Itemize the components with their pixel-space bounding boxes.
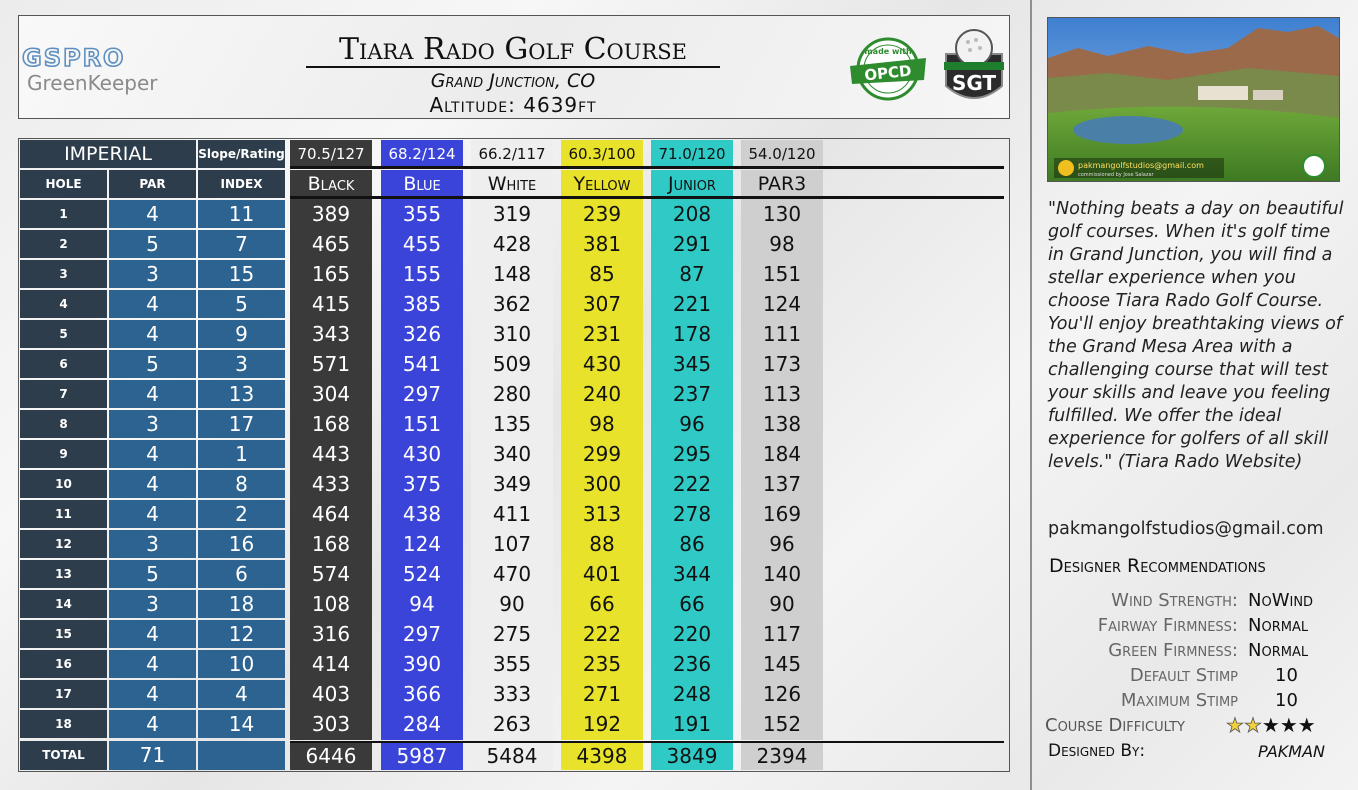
yardage-black: 415	[311, 292, 351, 316]
designer-name: PAKMAN	[1258, 742, 1326, 761]
yardage-par3: 117	[762, 622, 802, 646]
hole-number: 14	[20, 590, 107, 618]
tee-total-junior: 3849	[651, 743, 733, 770]
hole-number: 3	[20, 260, 107, 288]
yardage-black: 389	[311, 202, 351, 226]
yardage-par3: 96	[769, 532, 795, 556]
recommendation-label: Default Stimp	[1129, 665, 1238, 686]
tee-rating-black: 70.5/127	[290, 140, 372, 168]
yardage-black: 343	[311, 322, 351, 346]
yardage-blue: 390	[402, 652, 442, 676]
hole-index: 16	[198, 530, 285, 558]
course-title: Tiara Rado Golf Course	[306, 34, 720, 68]
header-rule-bottom	[290, 196, 1004, 199]
recommendation-label: Maximum Stimp	[1120, 690, 1238, 711]
yardage-yellow: 430	[582, 352, 622, 376]
yardage-blue: 366	[402, 682, 442, 706]
yardage-yellow: 240	[582, 382, 622, 406]
yardage-white: 319	[492, 202, 532, 226]
yardage-junior: 291	[672, 232, 712, 256]
tee-rating-par3: 54.0/120	[741, 140, 823, 168]
hole-number: 6	[20, 350, 107, 378]
yardage-par3: 140	[762, 562, 802, 586]
hole-index: 6	[198, 560, 285, 588]
yardage-black: 574	[311, 562, 351, 586]
hole-number: 8	[20, 410, 107, 438]
yardage-white: 90	[499, 592, 525, 616]
hole-number: 11	[20, 500, 107, 528]
hole-par: 5	[109, 560, 196, 588]
yardage-black: 165	[311, 262, 351, 286]
yardage-junior: 208	[672, 202, 712, 226]
yardage-white: 148	[492, 262, 532, 286]
hole-index: 7	[198, 230, 285, 258]
course-description: "Nothing beats a day on beautiful golf courses. When it's golf time in Grand Junction, you will find a stellar experience when you choose Tiara Rado Golf Course. You'll enjoy breathtaking views of the Grand Mesa Area with a challenging course that will test your skills and leave you feeling fulfilled. We offer the ideal experience for golfers of all skill levels." (Tiara Rado Website)	[1048, 199, 1344, 472]
difficulty-label: Course Difficulty	[1045, 715, 1185, 736]
yardage-junior: 222	[672, 472, 712, 496]
tee-total-yellow: 4398	[561, 743, 643, 770]
hole-number: 7	[20, 380, 107, 408]
yardage-junior: 86	[679, 532, 705, 556]
yardage-blue: 155	[402, 262, 442, 286]
tee-rating-junior: 71.0/120	[651, 140, 733, 168]
recommendation-value: Normal	[1248, 615, 1309, 636]
yardage-par3: 124	[762, 292, 802, 316]
hole-number: 12	[20, 530, 107, 558]
yardage-yellow: 222	[582, 622, 622, 646]
hole-index: 8	[198, 470, 285, 498]
star-empty-icon: ★	[1297, 713, 1316, 737]
recommendation-value: 10	[1275, 690, 1298, 711]
opcd-logo-top: made with	[864, 47, 912, 56]
yardage-blue: 284	[402, 712, 442, 736]
total-par: 71	[109, 741, 196, 770]
yardage-black: 168	[311, 412, 351, 436]
yardage-white: 280	[492, 382, 532, 406]
yardage-yellow: 381	[582, 232, 622, 256]
hole-index: 10	[198, 650, 285, 678]
yardage-yellow: 300	[582, 472, 622, 496]
hole-par: 3	[109, 260, 196, 288]
sgt-logo	[940, 26, 1008, 112]
tee-rating-yellow: 60.3/100	[561, 140, 643, 168]
yardage-junior: 220	[672, 622, 712, 646]
yardage-black: 433	[311, 472, 351, 496]
yardage-par3: 90	[769, 592, 795, 616]
hole-number: 15	[20, 620, 107, 648]
hole-index: 1	[198, 440, 285, 468]
tee-name-blue: Blue	[403, 173, 441, 195]
yardage-junior: 66	[679, 592, 705, 616]
yardage-yellow: 231	[582, 322, 622, 346]
yardage-junior: 236	[672, 652, 712, 676]
opcd-logo	[848, 36, 928, 102]
yardage-par3: 98	[769, 232, 795, 256]
tee-total-black: 6446	[290, 743, 372, 770]
yardage-blue: 385	[402, 292, 442, 316]
recommendation-value: 10	[1275, 665, 1298, 686]
designer-email: pakmangolfstudios@gmail.com	[1048, 519, 1324, 539]
hole-index: 11	[198, 200, 285, 228]
yardage-white: 470	[492, 562, 532, 586]
difficulty-rating	[1226, 713, 1316, 737]
yardage-black: 303	[311, 712, 351, 736]
hole-number: 16	[20, 650, 107, 678]
yardage-par3: 184	[762, 442, 802, 466]
hole-par: 4	[109, 440, 196, 468]
divider	[1030, 0, 1032, 790]
yardage-blue: 151	[402, 412, 442, 436]
yardage-white: 310	[492, 322, 532, 346]
hole-par: 4	[109, 500, 196, 528]
designed-by-label: Designed By:	[1048, 741, 1146, 761]
yardage-yellow: 88	[589, 532, 615, 556]
greenkeeper-logo: GreenKeeper	[27, 71, 158, 95]
yardage-yellow: 85	[589, 262, 615, 286]
star-filled-icon: ★	[1226, 713, 1244, 737]
total-label: TOTAL	[20, 741, 107, 770]
slope-rating-label: Slope/Rating	[198, 140, 285, 168]
yardage-white: 509	[492, 352, 532, 376]
tee-name-yellow: Yellow	[573, 173, 631, 195]
hole-index: 14	[198, 710, 285, 738]
hole-number: 13	[20, 560, 107, 588]
yardage-white: 428	[492, 232, 532, 256]
recommendations-heading: Designer Recommendations	[1049, 555, 1266, 577]
hole-index: 2	[198, 500, 285, 528]
yardage-blue: 541	[402, 352, 442, 376]
yardage-par3: 152	[762, 712, 802, 736]
hole-index: 5	[198, 290, 285, 318]
hole-par: 3	[109, 530, 196, 558]
hole-number: 5	[20, 320, 107, 348]
tee-total-white: 5484	[471, 743, 553, 770]
hole-number: 17	[20, 680, 107, 708]
yardage-junior: 191	[672, 712, 712, 736]
yardage-junior: 278	[672, 502, 712, 526]
hole-par: 3	[109, 410, 196, 438]
hole-index: 17	[198, 410, 285, 438]
yardage-white: 275	[492, 622, 532, 646]
yardage-par3: 126	[762, 682, 802, 706]
yardage-junior: 295	[672, 442, 712, 466]
hole-index: 18	[198, 590, 285, 618]
hole-index: 15	[198, 260, 285, 288]
yardage-black: 443	[311, 442, 351, 466]
yardage-par3: 169	[762, 502, 802, 526]
yardage-blue: 438	[402, 502, 442, 526]
yardage-black: 571	[311, 352, 351, 376]
yardage-blue: 524	[402, 562, 442, 586]
gspro-logo: GSPRO	[22, 44, 126, 72]
yardage-white: 411	[492, 502, 532, 526]
hole-number: 4	[20, 290, 107, 318]
yardage-black: 414	[311, 652, 351, 676]
yardage-blue: 355	[402, 202, 442, 226]
course-photo	[1047, 17, 1340, 182]
hole-par: 4	[109, 470, 196, 498]
yardage-junior: 221	[672, 292, 712, 316]
hole-index: 12	[198, 620, 285, 648]
tee-name-black: Black	[307, 173, 355, 195]
yardage-par3: 173	[762, 352, 802, 376]
course-location: Grand Junction, CO	[430, 70, 596, 92]
yardage-junior: 345	[672, 352, 712, 376]
yardage-white: 107	[492, 532, 532, 556]
hole-par: 4	[109, 650, 196, 678]
yardage-black: 168	[311, 532, 351, 556]
yardage-black: 465	[311, 232, 351, 256]
yardage-junior: 178	[672, 322, 712, 346]
yardage-blue: 375	[402, 472, 442, 496]
tee-total-par3: 2394	[741, 743, 823, 770]
par-column-header: PAR	[109, 170, 196, 198]
yardage-white: 349	[492, 472, 532, 496]
tee-name-par3: PAR3	[757, 173, 807, 195]
hole-number: 10	[20, 470, 107, 498]
hole-par: 3	[109, 590, 196, 618]
yardage-junior: 344	[672, 562, 712, 586]
yardage-white: 340	[492, 442, 532, 466]
yardage-white: 362	[492, 292, 532, 316]
hole-index: 9	[198, 320, 285, 348]
yardage-yellow: 313	[582, 502, 622, 526]
hole-index: 4	[198, 680, 285, 708]
photo-caption-sub: commissioned by Jose Salazar	[1078, 172, 1154, 178]
course-altitude: Altitude: 4639ft	[429, 93, 597, 117]
yardage-par3: 111	[762, 322, 802, 346]
star-empty-icon: ★	[1261, 713, 1280, 737]
yardage-yellow: 66	[589, 592, 615, 616]
yardage-black: 108	[311, 592, 351, 616]
yardage-par3: 145	[762, 652, 802, 676]
yardage-junior: 248	[672, 682, 712, 706]
yardage-yellow: 235	[582, 652, 622, 676]
yardage-par3: 113	[762, 382, 802, 406]
hole-index: 3	[198, 350, 285, 378]
yardage-blue: 94	[409, 592, 435, 616]
yardage-blue: 430	[402, 442, 442, 466]
photo-caption: pakmangolfstudios@gmail.com	[1078, 161, 1204, 170]
yardage-blue: 326	[402, 322, 442, 346]
yardage-junior: 87	[679, 262, 705, 286]
yardage-black: 464	[311, 502, 351, 526]
yardage-black: 304	[311, 382, 351, 406]
star-filled-icon: ★	[1243, 713, 1262, 737]
hole-number: 18	[20, 710, 107, 738]
tee-name-junior: Junior	[668, 173, 716, 195]
yardage-yellow: 98	[589, 412, 615, 436]
yardage-par3: 151	[762, 262, 802, 286]
yardage-yellow: 271	[582, 682, 622, 706]
yardage-par3: 138	[762, 412, 802, 436]
yardage-yellow: 307	[582, 292, 622, 316]
hole-par: 4	[109, 380, 196, 408]
yardage-blue: 297	[402, 622, 442, 646]
header-rule-top	[290, 166, 1004, 169]
hole-par: 5	[109, 350, 196, 378]
tee-rating-blue: 68.2/124	[381, 140, 463, 168]
yardage-junior: 96	[679, 412, 705, 436]
sgt-logo-text: SGT	[951, 71, 997, 95]
recommendation-value: NoWind	[1248, 590, 1314, 611]
recommendation-label: Green Firmness:	[1108, 640, 1238, 661]
imperial-label: IMPERIAL	[20, 140, 196, 168]
yardage-blue: 124	[402, 532, 442, 556]
tee-rating-white: 66.2/117	[471, 140, 553, 168]
hole-par: 4	[109, 620, 196, 648]
tee-name-white: White	[487, 173, 537, 195]
hole-index: 13	[198, 380, 285, 408]
yardage-par3: 137	[762, 472, 802, 496]
yardage-par3: 130	[762, 202, 802, 226]
hole-number: 9	[20, 440, 107, 468]
hole-number: 2	[20, 230, 107, 258]
hole-par: 4	[109, 320, 196, 348]
yardage-white: 355	[492, 652, 532, 676]
recommendation-label: Wind Strength:	[1111, 590, 1238, 611]
yardage-blue: 455	[402, 232, 442, 256]
total-index-blank	[198, 741, 285, 770]
yardage-black: 316	[311, 622, 351, 646]
index-column-header: INDEX	[198, 170, 285, 198]
recommendation-value: Normal	[1248, 640, 1309, 661]
tee-total-blue: 5987	[381, 743, 463, 770]
yardage-yellow: 239	[582, 202, 622, 226]
yardage-white: 135	[492, 412, 532, 436]
yardage-junior: 237	[672, 382, 712, 406]
total-rule	[290, 741, 1004, 743]
hole-par: 4	[109, 710, 196, 738]
hole-par: 5	[109, 230, 196, 258]
yardage-black: 403	[311, 682, 351, 706]
hole-par: 4	[109, 200, 196, 228]
yardage-yellow: 401	[582, 562, 622, 586]
opcd-logo-main: OPCD	[863, 61, 913, 85]
hole-number: 1	[20, 200, 107, 228]
star-empty-icon: ★	[1279, 713, 1298, 737]
yardage-white: 333	[492, 682, 532, 706]
recommendation-label: Fairway Firmness:	[1097, 615, 1238, 636]
hole-column-header: HOLE	[20, 170, 107, 198]
yardage-white: 263	[492, 712, 532, 736]
hole-par: 4	[109, 290, 196, 318]
yardage-yellow: 192	[582, 712, 622, 736]
yardage-yellow: 299	[582, 442, 622, 466]
yardage-blue: 297	[402, 382, 442, 406]
hole-par: 4	[109, 680, 196, 708]
